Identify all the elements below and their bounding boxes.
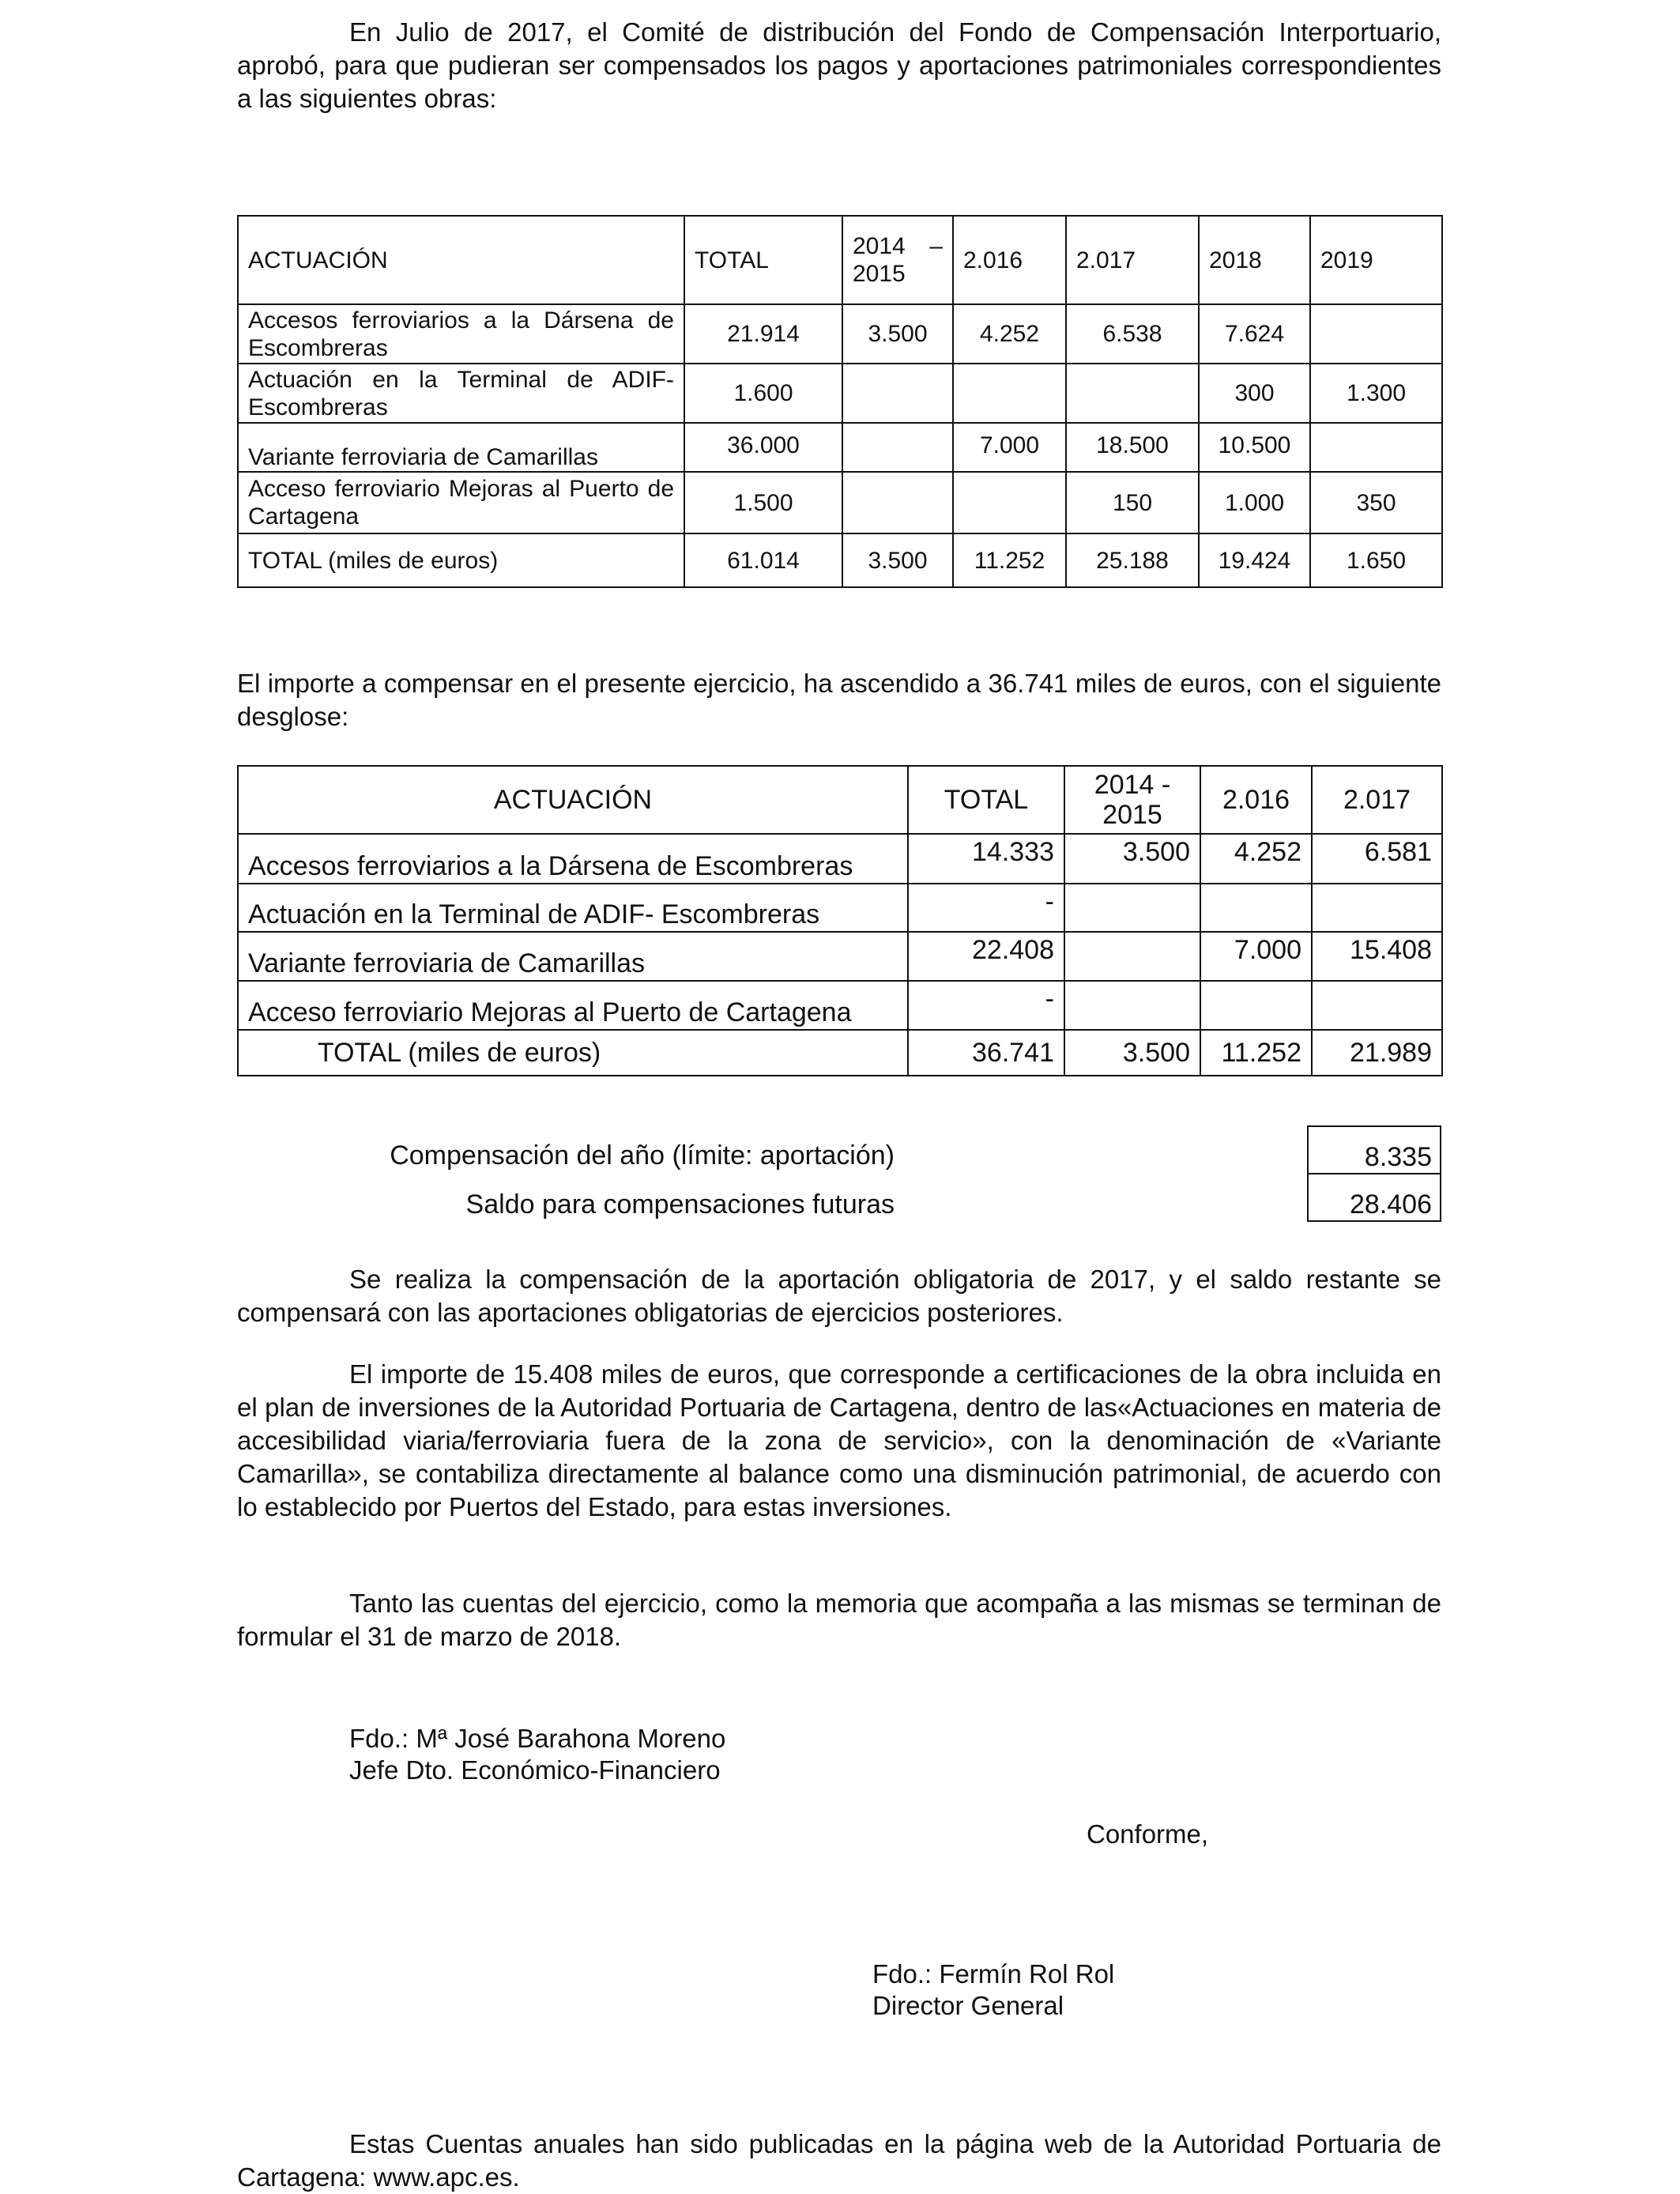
table-cell: 36.741 (908, 1030, 1064, 1076)
table-row (238, 884, 1442, 932)
table-cell: 22.408 (908, 932, 1064, 981)
table-cell: - (908, 884, 1064, 932)
table-cell: 7.624 (1199, 304, 1310, 364)
table-cell: 21.914 (684, 304, 842, 364)
table-cell: 1.600 (684, 364, 842, 423)
table-cell: 61.014 (684, 533, 842, 587)
table-cell: 11.252 (1200, 1030, 1312, 1076)
table-cell (1064, 981, 1200, 1030)
header-cell: 2014 - 2015 (1064, 766, 1200, 834)
header-cell: 2.017 (1312, 766, 1442, 834)
table-cell: 11.252 (953, 533, 1066, 587)
table-cell (842, 423, 953, 472)
row-label: TOTAL (miles de euros) (238, 1030, 908, 1076)
table-row (238, 364, 1442, 423)
table-cell: 1.300 (1310, 364, 1442, 423)
breakdown-paragraph: El importe a compensar en el presente ejercicio, ha ascendido a 36.741 miles de euros, con el siguiente desglose: (237, 669, 1441, 731)
table-cell: 4.252 (1200, 834, 1312, 884)
row-label: TOTAL (miles de euros) (238, 533, 684, 587)
compensation-paragraph: Se realiza la compensación de la aportación obligatoria de 2017, y el saldo restante se compensará con las aportaciones obligatorias de ejercicios posteriores. (237, 1265, 1441, 1327)
table-cell: 4.252 (953, 304, 1066, 364)
table-cell (953, 472, 1066, 533)
header-cell: 2019 (1310, 216, 1442, 304)
table-row (238, 304, 1442, 364)
row-label: Actuación en la Terminal de ADIF- Escombreras (238, 884, 908, 932)
row-label: Actuación en la Terminal de ADIF- Escombreras (238, 364, 684, 423)
table-cell: 7.000 (1200, 932, 1312, 981)
table-cell: 36.000 (684, 423, 842, 472)
table-row (238, 423, 1442, 472)
table-header-row (238, 766, 1442, 834)
table-cell: 3.500 (842, 304, 953, 364)
table-cell: 3.500 (1064, 1030, 1200, 1076)
row-label: Acceso ferroviario Mejoras al Puerto de Cartagena (238, 472, 684, 533)
table-total-row (238, 1030, 1442, 1076)
table-cell: 14.333 (908, 834, 1064, 884)
table-cell: 25.188 (1066, 533, 1199, 587)
table-cell (953, 364, 1066, 423)
row-label: Acceso ferroviario Mejoras al Puerto de Cartagena (238, 981, 908, 1030)
row-label: Accesos ferroviarios a la Dársena de Escombreras (238, 304, 684, 364)
header-cell: 2014 – 2015 (842, 216, 953, 304)
table-row (238, 981, 1442, 1030)
table-cell: 350 (1310, 472, 1442, 533)
header-cell: 2.016 (953, 216, 1066, 304)
header-cell: 2.017 (1066, 216, 1199, 304)
table-cell: 6.581 (1312, 834, 1442, 884)
publication-note: Estas Cuentas anuales han sido publicadas en la página web de la Autoridad Portuaria de Cartagena: www.apc.es. (237, 2129, 1441, 2192)
header-cell: TOTAL (908, 766, 1064, 834)
row-label: Accesos ferroviarios a la Dársena de Escombreras (238, 834, 908, 884)
table-cell (1312, 884, 1442, 932)
table-cell (1064, 932, 1200, 981)
table-cell: 3.500 (1064, 834, 1200, 884)
table-header-row (238, 216, 1442, 304)
row-label: Variante ferroviaria de Camarillas (238, 932, 908, 981)
future-balance-value: 28.406 (1308, 1174, 1441, 1221)
header-cell: ACTUACIÓN (238, 216, 684, 304)
table-cell: 6.538 (1066, 304, 1199, 364)
conforme-label: Conforme, (1087, 1819, 1209, 1849)
table-cell (1200, 981, 1312, 1030)
table-cell: 300 (1199, 364, 1310, 423)
intro-paragraph: En Julio de 2017, el Comité de distribución del Fondo de Compensación Interportuario, aprobó, para que pudieran ser compensados los pagos y aportaciones patrimoniales correspondientes a las siguientes obras: (237, 17, 1441, 113)
header-cell: 2.016 (1200, 766, 1312, 834)
table-cell: 1.000 (1199, 472, 1310, 533)
header-cell: 2018 (1199, 216, 1310, 304)
header-cell: ACTUACIÓN (238, 766, 908, 834)
table-cell (1312, 981, 1442, 1030)
table-cell (1310, 304, 1442, 364)
signature-role: Jefe Dto. Económico-Financiero (349, 1755, 721, 1785)
table-cell (842, 472, 953, 533)
table-cell (1066, 364, 1199, 423)
signature-block-financial (349, 1723, 725, 1786)
table-row (238, 472, 1442, 533)
investment-paragraph: El importe de 15.408 miles de euros, que corresponde a certificaciones de la obra incluida en el plan de inversiones de la Autoridad Portuaria de Cartagena, dentro de las«Actuaciones en materia de accesibilidad viaria/ferroviaria fuera de la zona de servicio», con la denominación de «Variante Camarilla», se contabiliza directamente al balance como una disminución patrimonial, de acuerdo con lo establecido por Puertos del Estado, para estas inversiones. (237, 1359, 1441, 1521)
row-label: Variante ferroviaria de Camarillas (238, 423, 684, 472)
table-cell (1310, 423, 1442, 472)
table-cell: 1.650 (1310, 533, 1442, 587)
table-cell (842, 364, 953, 423)
table-cell: 150 (1066, 472, 1199, 533)
future-balance-label: Saldo para compensaciones futuras (465, 1189, 895, 1220)
table-row (238, 834, 1442, 884)
table-cell (1200, 884, 1312, 932)
table-row (238, 932, 1442, 981)
table-cell: 1.500 (684, 472, 842, 533)
signature-name: Fdo.: Mª José Barahona Moreno (349, 1724, 726, 1753)
table-cell (1064, 884, 1200, 932)
table-cell: 10.500 (1199, 423, 1310, 472)
compensation-values-table (1307, 1125, 1441, 1222)
signature-role: Director General (872, 1991, 1064, 2020)
year-compensation-label: Compensación del año (límite: aportación) (390, 1140, 895, 1171)
signature-name: Fdo.: Fermín Rol Rol (872, 1959, 1115, 1989)
table-cell: 18.500 (1066, 423, 1199, 472)
table-cell: 19.424 (1199, 533, 1310, 587)
table-cell: - (908, 981, 1064, 1030)
table-cell: 3.500 (842, 533, 953, 587)
works-approval-table (237, 215, 1443, 588)
formulation-paragraph: Tanto las cuentas del ejercicio, como la memoria que acompaña a las mismas se terminan de formular el 31 de marzo de 2018. (237, 1589, 1441, 1651)
table-cell: 21.989 (1312, 1030, 1442, 1076)
signature-block-director (872, 1958, 1114, 2022)
year-compensation-value: 8.335 (1308, 1126, 1441, 1174)
compensation-breakdown-table (237, 765, 1443, 1076)
table-cell: 7.000 (953, 423, 1066, 472)
table-total-row (238, 533, 1442, 587)
table-cell: 15.408 (1312, 932, 1442, 981)
header-cell: TOTAL (684, 216, 842, 304)
